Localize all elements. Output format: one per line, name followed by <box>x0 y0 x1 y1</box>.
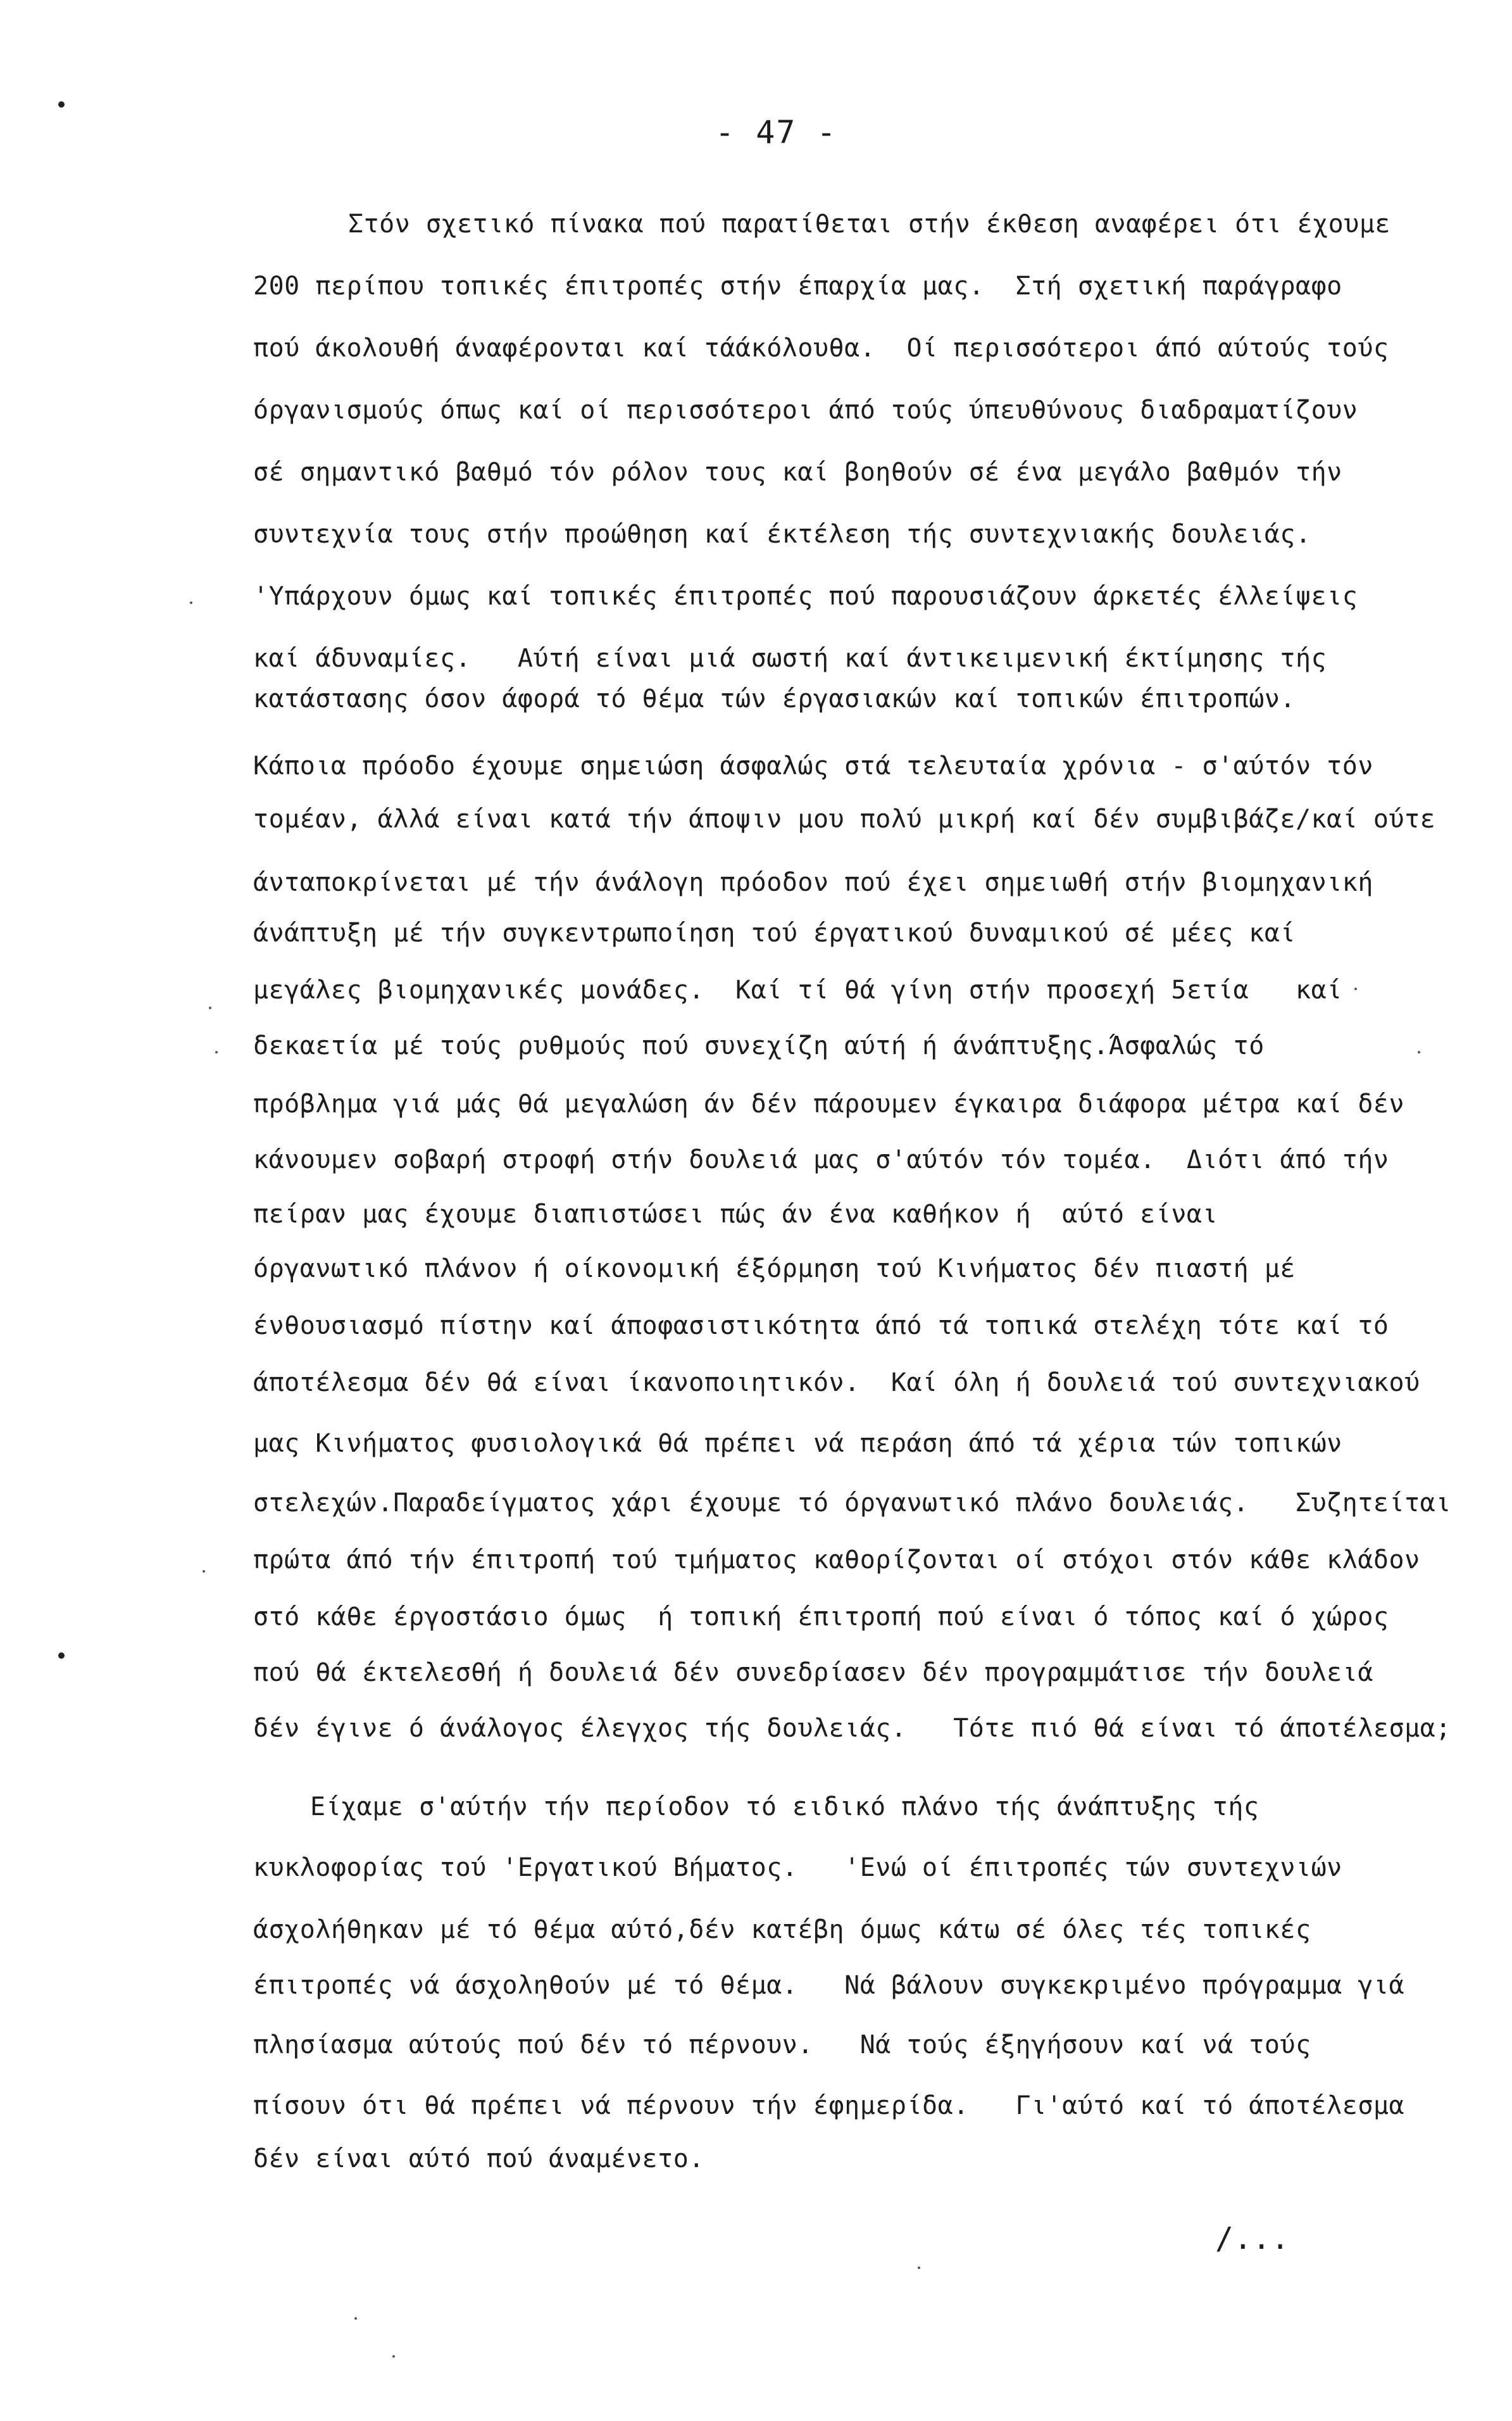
scan-speck <box>190 601 192 604</box>
text-line: άνάπτυξη μέ τήν συγκεντρωποίηση τού έργατικού δυναμικού σέ μέες καί <box>253 919 1296 948</box>
text-line: πίσουν ότι θά πρέπει νά πέρνουν τήν έφημερίδα. Γι'αύτό καί τό άποτέλεσμα <box>253 2091 1405 2120</box>
text-line: στό κάθε έργοστάσιο όμως ή τοπική έπιτροπή πού είναι ό τόπος καί ό χώρος <box>253 1602 1389 1632</box>
text-line: 200 περίπου τοπικές έπιτροπές στήν έπαρχία μας. Στή σχετική παράγραφο <box>253 272 1342 301</box>
text-line: Στόν σχετικό πίνακα πού παρατίθεται στήν έκθεση αναφέρει ότι έχουμε <box>348 210 1390 239</box>
text-line: δεκαετία μέ τούς ρυθμούς πού συνεχίζη αύτή ή άνάπτυξης.Άσφαλώς τό <box>253 1031 1265 1060</box>
scan-speck <box>1354 988 1357 990</box>
scan-speck <box>354 2317 357 2320</box>
text-line: κατάστασης όσον άφορά τό θέμα τών έργασιακών καί τοπικών έπιτροπών. <box>253 684 1296 714</box>
text-line: Είχαμε σ'αύτήν τήν περίοδον τό ειδικό πλάνο τής άνάπτυξης τής <box>310 1792 1259 1821</box>
scan-speck <box>209 1007 211 1009</box>
text-line: καί άδυναμίες. Αύτή είναι μιά σωστή καί άντικειμενική έκτίμησης τής <box>253 644 1327 673</box>
text-line: έπιτροπές νά άσχοληθούν μέ τό θέμα. Νά βάλουν συγκεκριμένο πρόγραμμα γιά <box>253 1971 1405 2000</box>
text-line: πλησίασμα αύτούς πού δέν τό πέρνουν. Νά τούς έξηγήσουν καί νά τούς <box>253 2030 1311 2059</box>
text-line: δέν έγινε ό άνάλογος έλεγχος τής δουλειάς. Τότε πιό θά είναι τό άποτέλεσμα; <box>253 1714 1451 1743</box>
text-line: μας Κινήματος φυσιολογικά θά πρέπει νά περάση άπό τά χέρια τών τοπικών <box>253 1429 1342 1458</box>
text-line: συντεχνία τους στήν προώθηση καί έκτέλεση τής συντεχνιακής δουλειάς. <box>253 520 1311 549</box>
text-line: Κάποια πρόοδο έχουμε σημειώση άσφαλώς στά τελευταία χρόνια - σ'αύτόν τόν <box>253 751 1373 781</box>
scan-speck <box>918 2267 920 2269</box>
text-line: τομέαν, άλλά είναι κατά τήν άποψιν μου πολύ μικρή καί δέν συμβιβάζε/καί ούτε <box>253 805 1436 834</box>
text-line: άσχολήθηκαν μέ τό θέμα αύτό,δέν κατέβη όμως κάτω σέ όλες τές τοπικές <box>253 1915 1311 1944</box>
text-line: κάνουμεν σοβαρή στροφή στήν δουλειά μας σ'αύτόν τόν τομέα. Διότι άπό τήν <box>253 1145 1389 1174</box>
text-line: ένθουσιασμό πίστην καί άποφασιστικότητα άπό τά τοπικά στελέχη τότε καί τό <box>253 1311 1389 1340</box>
continuation-mark: /... <box>1215 2221 1290 2256</box>
text-line: άποτέλεσμα δέν θά είναι ίκανοποιητικόν. Καί όλη ή δουλειά τού συντεχνιακού <box>253 1368 1420 1397</box>
text-line: όργανωτικό πλάνον ή οίκονομική έξόρμηση τού Κινήματος δέν πιαστή μέ <box>253 1254 1296 1283</box>
scan-speck <box>203 1570 205 1573</box>
binder-hole-mark <box>58 101 65 108</box>
text-line: όργανισμούς όπως καί οί περισσότεροι άπό τούς ύπευθύνους διαδραματίζουν <box>253 396 1358 425</box>
text-line: πρώτα άπό τήν έπιτροπή τού τμήματος καθορίζονται οί στόχοι στόν κάθε κλάδον <box>253 1545 1420 1575</box>
scan-speck <box>215 1051 218 1053</box>
text-line: πού θά έκτελεσθή ή δουλειά δέν συνεδρίασεν δέν προγραμμάτισε τήν δουλειά <box>253 1658 1373 1687</box>
text-line: πείραν μας έχουμε διαπιστώσει πώς άν ένα καθήκον ή αύτό είναι <box>253 1200 1218 1229</box>
text-line: πρόβλημα γιά μάς θά μεγαλώση άν δέν πάρουμεν έγκαιρα διάφορα μέτρα καί δέν <box>253 1090 1405 1119</box>
text-line: κυκλοφορίας τού 'Εργατικού Βήματος. 'Ενώ οί έπιτροπές τών συντεχνιών <box>253 1853 1342 1882</box>
scan-speck <box>1418 1051 1420 1053</box>
text-line: μεγάλες βιομηχανικές μονάδες. Καί τί θά γίνη στήν προσεχή 5ετία καί <box>253 976 1342 1005</box>
page-number: - 47 - <box>715 114 837 151</box>
text-line: στελεχών.Παραδείγματος χάρι έχουμε τό όργανωτικό πλάνο δουλειάς. Συζητείται <box>253 1488 1451 1518</box>
text-line: σέ σημαντικό βαθμό τόν ρόλον τους καί βοηθούν σέ ένα μεγάλο βαθμόν τήν <box>253 458 1342 487</box>
binder-hole-mark <box>58 1652 65 1659</box>
text-line: άνταποκρίνεται μέ τήν άνάλογη πρόοδον πού έχει σημειωθή στήν βιομηχανική <box>253 868 1373 897</box>
scan-speck <box>392 2355 395 2358</box>
text-line: δέν είναι αύτό πού άναμένετο. <box>253 2144 704 2173</box>
text-line: 'Υπάρχουν όμως καί τοπικές έπιτροπές πού παρουσιάζουν άρκετές έλλείψεις <box>253 582 1358 611</box>
text-line: πού άκολουθή άναφέρονται καί τάάκόλουθα. Οί περισσότεροι άπό αύτούς τούς <box>253 334 1389 363</box>
